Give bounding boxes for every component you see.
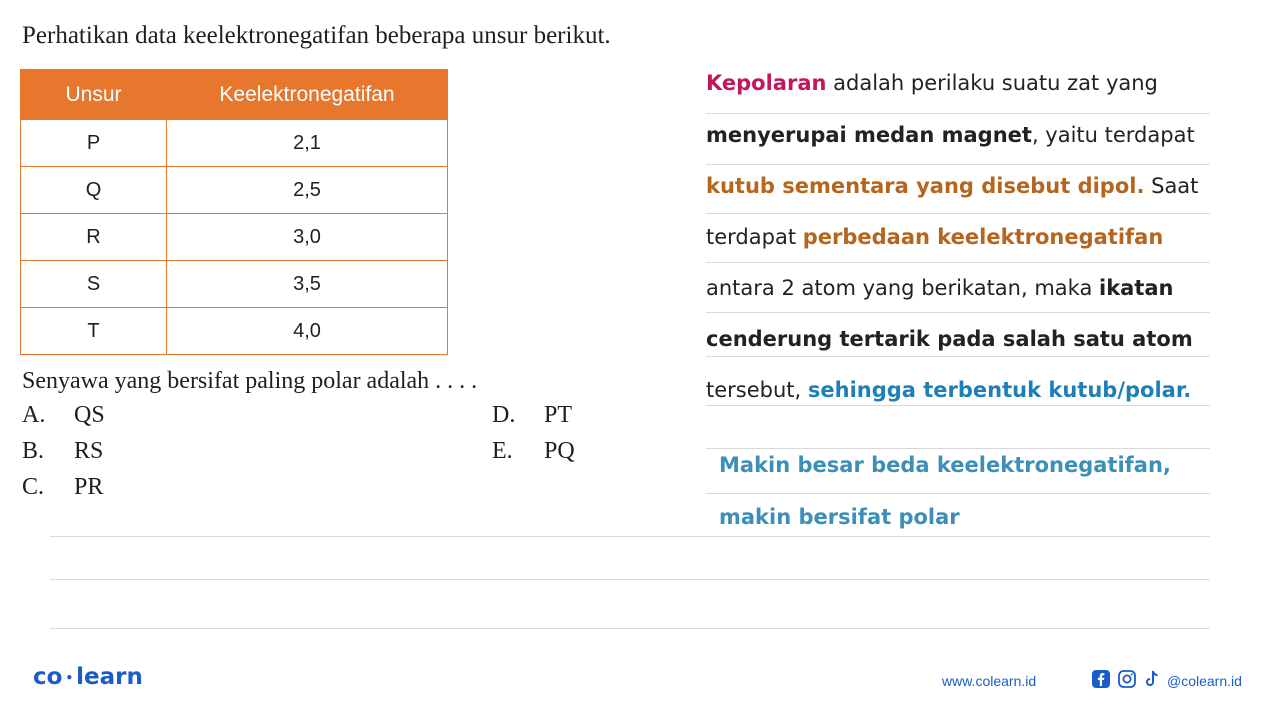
option-text: PR xyxy=(74,474,104,500)
guide-line xyxy=(706,312,1210,313)
option-letter: D. xyxy=(492,402,516,428)
guide-line xyxy=(706,113,1210,114)
guide-line xyxy=(706,356,1210,357)
option-text: RS xyxy=(74,438,104,464)
option-e[interactable] xyxy=(492,438,575,465)
option-letter: B. xyxy=(22,438,45,464)
element-cell: Q xyxy=(21,167,167,214)
brand-right: learn xyxy=(76,664,143,690)
guide-line xyxy=(706,262,1210,263)
option-text: PT xyxy=(544,402,573,428)
term-medan-magnet: menyerupai medan magnet xyxy=(706,123,1032,147)
summary-line-2: makin bersifat polar xyxy=(719,505,960,529)
table-header-row xyxy=(21,70,448,120)
term-tertarik: cenderung tertarik pada salah satu atom xyxy=(706,327,1193,351)
social-handle[interactable]: @colearn.id xyxy=(1167,673,1242,689)
header-keelektronegatifan: Keelektronegatifan xyxy=(167,70,448,120)
summary-line-1: Makin besar beda keelektronegatifan, xyxy=(719,453,1171,477)
explanation-text: , yaitu terdapat xyxy=(1031,123,1195,147)
explanation-line-7 xyxy=(706,378,1191,402)
guide-line xyxy=(50,628,1210,629)
value-cell: 4,0 xyxy=(167,308,448,355)
term-perbedaan: perbedaan keelektronegatifan xyxy=(802,225,1164,249)
explanation-line-6 xyxy=(706,327,1193,351)
explanation-line-3 xyxy=(706,174,1198,198)
footer-url[interactable]: www.colearn.id xyxy=(942,673,1037,689)
guide-line xyxy=(50,536,1210,537)
explanation-text: tersebut, xyxy=(706,378,808,402)
guide-line xyxy=(706,213,1210,214)
question-prompt: Senyawa yang bersifat paling polar adalah . . . . xyxy=(22,368,478,394)
table-row xyxy=(21,308,448,355)
term-dipol: kutub sementara yang disebut dipol. xyxy=(706,174,1145,198)
explanation-line-4 xyxy=(706,225,1163,249)
value-cell: 3,0 xyxy=(167,214,448,261)
option-letter: C. xyxy=(22,474,45,500)
brand-left: co xyxy=(33,664,63,690)
element-cell: T xyxy=(21,308,167,355)
term-kepolaran: Kepolaran xyxy=(706,71,827,95)
guide-line xyxy=(706,405,1210,406)
option-c[interactable] xyxy=(22,474,103,501)
explanation-text: antara 2 atom yang berikatan, maka xyxy=(706,276,1099,300)
explanation-line-1 xyxy=(706,71,1158,95)
value-cell: 3,5 xyxy=(167,261,448,308)
value-cell: 2,1 xyxy=(167,120,448,167)
element-cell: P xyxy=(21,120,167,167)
table-row xyxy=(21,261,448,308)
table-row xyxy=(21,214,448,261)
option-a[interactable] xyxy=(22,402,105,429)
value-cell: 2,5 xyxy=(167,167,448,214)
guide-line xyxy=(50,579,1210,580)
guide-line xyxy=(706,448,1210,449)
term-ikatan: ikatan xyxy=(1099,276,1174,300)
table-row xyxy=(21,167,448,214)
option-text: QS xyxy=(74,402,105,428)
option-letter: A. xyxy=(22,402,46,428)
option-d[interactable] xyxy=(492,402,572,429)
tiktok-icon[interactable] xyxy=(1142,669,1162,689)
electronegativity-table xyxy=(20,69,448,355)
question-title: Perhatikan data keelektronegatifan beberapa unsur berikut. xyxy=(22,22,611,49)
element-cell: S xyxy=(21,261,167,308)
option-text: PQ xyxy=(544,438,575,464)
explanation-text: Saat xyxy=(1144,174,1199,198)
guide-line xyxy=(706,164,1210,165)
instagram-icon[interactable] xyxy=(1117,669,1137,689)
guide-line xyxy=(706,493,1210,494)
colearn-logo xyxy=(33,664,143,690)
facebook-icon[interactable] xyxy=(1091,669,1111,689)
explanation-line-2 xyxy=(706,123,1195,147)
explanation-text: adalah perilaku suatu zat yang xyxy=(826,71,1158,95)
table-row xyxy=(21,120,448,167)
explanation-line-5 xyxy=(706,276,1174,300)
option-letter: E. xyxy=(492,438,513,464)
option-b[interactable] xyxy=(22,438,103,465)
header-unsur: Unsur xyxy=(21,70,167,120)
explanation-text: terdapat xyxy=(706,225,803,249)
element-cell: R xyxy=(21,214,167,261)
brand-dot: • xyxy=(65,670,74,685)
term-kutub-polar: sehingga terbentuk kutub/polar. xyxy=(807,378,1192,402)
